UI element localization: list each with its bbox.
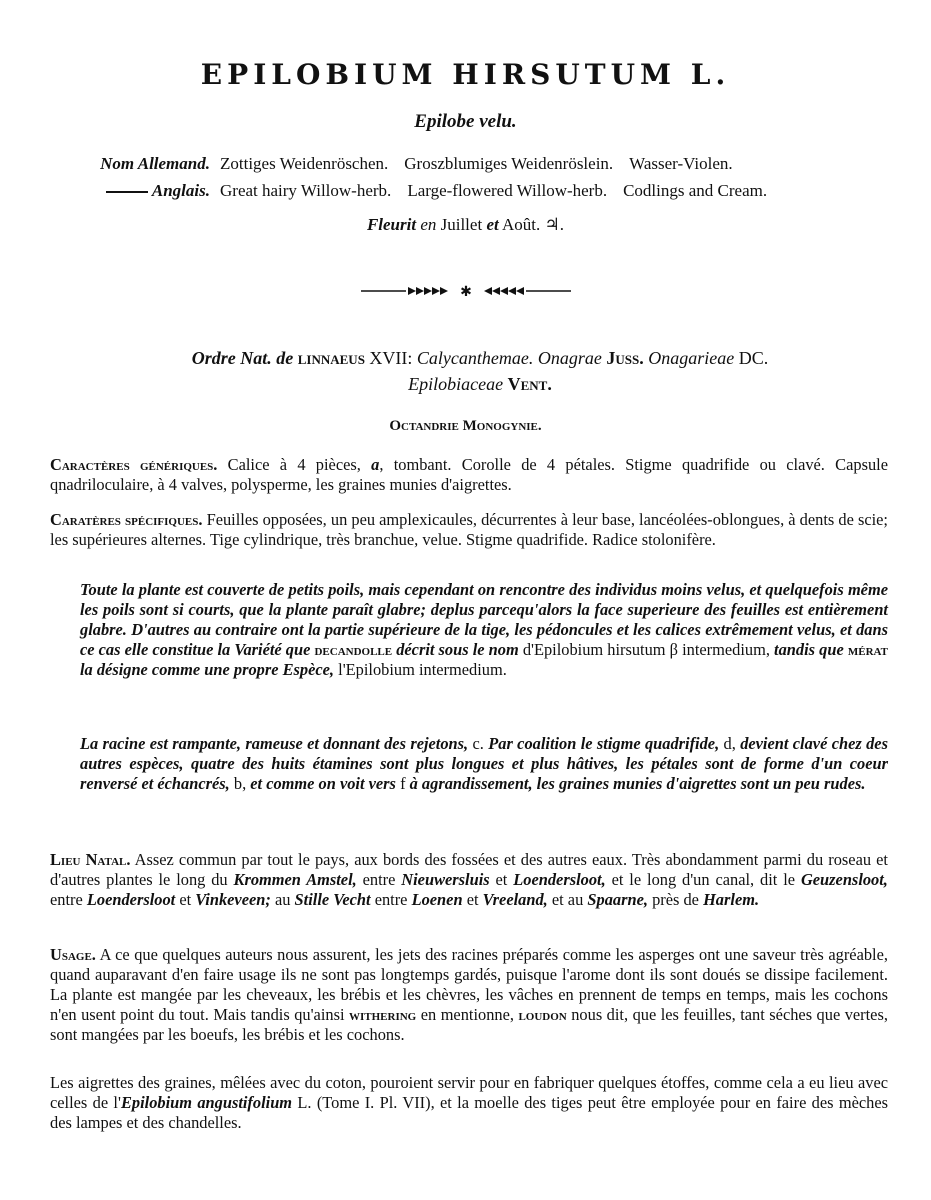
german-label: Nom Allemand.	[100, 154, 210, 173]
note1-text-3: tandis que	[774, 640, 844, 659]
german-name: Wasser-Violen.	[629, 154, 733, 173]
ditto-dash	[106, 191, 148, 193]
final-note	[50, 1073, 888, 1133]
note-root	[80, 734, 888, 794]
flowering-prefix: Fleurit	[366, 215, 417, 234]
place-name: Vreeland,	[482, 890, 548, 909]
usage-text-3: nous dit, que les feuilles, tant séches que vertes, sont mangées par les boeufs, les brébis et les cochons.	[50, 1005, 888, 1044]
usage-text-2: en mentionne,	[420, 1005, 514, 1024]
english-name: Large-flowered Willow-herb.	[407, 181, 608, 200]
habitat-text: et	[466, 890, 479, 909]
habitat-text: au	[274, 890, 291, 909]
german-name: Groszblumiges Weidenröslein.	[404, 154, 614, 173]
place-name: Loenen	[411, 890, 463, 909]
svg-text:✱: ✱	[459, 284, 472, 298]
place-name: Loendersloot,	[513, 870, 606, 889]
figure-ref-d: d,	[723, 734, 736, 753]
place-name: Harlem.	[703, 890, 760, 909]
decorative-rule-icon	[0, 284, 931, 303]
note1-text-4: la désigne comme une propre Espèce,	[80, 660, 335, 679]
final-text: Les aigrettes des graines, mêlées avec du coton, pouroient servir pour en fabriquer quelques étoffes, comme cela a eu lieu avec celles de l'	[50, 1073, 888, 1112]
linnaean-classification: Octandrie Monogynie.	[389, 418, 542, 434]
flowering-period	[0, 215, 931, 235]
jussieu: Juss.	[606, 348, 644, 368]
note2-text: La racine est rampante, rameuse et donnant des rejetons,	[80, 734, 469, 753]
place-name: Geuzensloot,	[800, 870, 888, 889]
generic-text: Calice à 4 pièces,	[227, 455, 361, 474]
calycanthemae: Calycanthemae.	[416, 348, 534, 368]
perennial-symbol: ♃.	[544, 215, 565, 234]
note1-species-2: l'Epilobium intermedium.	[338, 660, 507, 679]
linnaeus-class: XVII:	[369, 348, 413, 368]
final-text-2: L. (Tome I. Pl. VII), et la moelle des tiges peut être employée pour en faire des mèches des lampes et des chandelles.	[50, 1093, 888, 1132]
habitat-text: et le long d'un canal, dit le	[611, 870, 796, 889]
english-name: Codlings and Cream.	[623, 181, 768, 200]
decandolle-abbrev: DC.	[738, 348, 769, 368]
english-label: Anglais.	[151, 181, 210, 200]
generic-heading: Caractères génériques.	[50, 455, 218, 474]
place-name: Vinkeveen;	[195, 890, 271, 909]
specific-characters	[50, 510, 888, 550]
habitat-text: Assez commun par tout le pays, aux bords des fossées et des autres eaux. Très abondamment parmi du roseau et d'autres plantes le long du	[50, 850, 888, 889]
natural-order	[100, 345, 860, 397]
habitat-text: entre	[362, 870, 396, 889]
order-de: de	[276, 348, 294, 368]
place-name: Spaarne,	[587, 890, 648, 909]
figure-ref-a: a	[371, 455, 380, 474]
german-name: Zottiges Weidenröschen.	[220, 154, 389, 173]
note1-text: Toute la plante est couverte de petits poils, mais cependant on rencontre des individus moins velus, et quelquefois même les poils sont si courts, que la plante paraît glabre; deplus parcequ'alors la face superieure des feuilles est entièrement glabre. D'autres au contraire ont la partie supérieure de la tige, les pédoncules et les calices extrêmement velus, et dans ce cas elle constitue la Variété que	[80, 580, 888, 659]
order-label: Ordre Nat.	[191, 348, 272, 368]
usage	[50, 945, 888, 1045]
note-variability	[80, 580, 888, 680]
usage-text: A ce que quelques auteurs nous assurent, les jets des racines préparés comme les asperges ont une saveur très agréable, quand auparavant d'en faire usage ils ne sont pas longtemps gardés, puisque l'arome dont ils sont doués se dissipe facilement. La plante est mangée par les cheveaux, les brébis et les chèvres, les vâches en prennent de temps en temps, mais les cochons n'en usent point du tout. Mais tandis qu'ainsi	[50, 945, 888, 1024]
note1-text-2: décrit sous le nom	[396, 640, 519, 659]
flowering-et: et	[486, 215, 499, 234]
habitat-text: et	[179, 890, 192, 909]
page-title: EPILOBIUM HIRSUTUM L.	[200, 58, 731, 91]
ventenat: Vent.	[507, 374, 552, 394]
place-name: Loendersloot	[86, 890, 176, 909]
english-name: Great hairy Willow-herb.	[220, 181, 392, 200]
habitat-text: et	[495, 870, 508, 889]
generic-characters	[50, 455, 888, 495]
page-subtitle: Epilobe velu.	[414, 111, 517, 132]
order-line-1	[100, 345, 860, 371]
onagarieae: Onagarieae	[648, 348, 735, 368]
generic-text-2: , tombant. Corolle de 4 pétales. Stigme quadrifide ou clavé. Capsule qnadriloculaire, à 4 valves, polysperme, les graines munies d'aigrettes.	[50, 455, 888, 494]
place-name: Nieuwersluis	[401, 870, 490, 889]
place-name: Krommen Amstel,	[233, 870, 357, 889]
english-label-wrap	[70, 177, 220, 204]
habitat	[50, 850, 888, 910]
habitat-text: près de	[652, 890, 699, 909]
english-names-row	[70, 177, 783, 204]
note2-text-4: et comme on voit vers	[250, 774, 396, 793]
order-line-2	[100, 371, 860, 397]
species-name: Epilobium angustifolium	[120, 1093, 293, 1112]
figure-ref-f: f	[400, 774, 406, 793]
flowering-month-2: Août.	[502, 215, 541, 234]
habitat-heading: Lieu Natal.	[50, 850, 131, 869]
merat-name: mérat	[847, 640, 888, 659]
figure-ref-c: c.	[472, 734, 484, 753]
epilobiaceae: Epilobiaceae	[408, 374, 504, 394]
vernacular-names	[70, 150, 783, 204]
habitat-text: entre	[50, 890, 83, 909]
habitat-text: entre	[374, 890, 408, 909]
onagrae: Onagrae	[537, 348, 602, 368]
decandolle-name: decandolle	[314, 640, 393, 659]
specific-text: Feuilles opposées, un peu amplexicaules, décurrentes à leur base, lancéolées-oblongues, à dents de scie; les supérieures alternes. Tige cylindrique, très branchue, velue. Stigme quadrifide. Radice stolonifère.	[50, 510, 888, 549]
withering-name: withering	[349, 1005, 417, 1024]
german-names-row	[70, 150, 783, 177]
usage-heading: Usage.	[50, 945, 96, 964]
loudon-name: loudon	[518, 1005, 567, 1024]
note2-text-2: Par coalition le stigme quadrifide,	[488, 734, 720, 753]
specific-heading: Caratères spécifiques.	[50, 510, 203, 529]
flowering-en: en	[420, 215, 437, 234]
note1-species: d'Epilobium hirsutum β intermedium,	[522, 640, 770, 659]
flowering-month: Juillet	[440, 215, 483, 234]
linnaeus-name: linnaeus	[297, 348, 365, 368]
place-name: Stille Vecht	[294, 890, 371, 909]
figure-ref-b: b,	[233, 774, 247, 793]
note2-text-5: à agrandissement, les graines munies d'aigrettes sont un peu rudes.	[409, 774, 866, 793]
habitat-text: et au	[551, 890, 584, 909]
note2-text-3: devient clavé chez des autres espèces, quatre des huits étamines sont plus longues et plus hâtives, les pétales sont de forme d'un coeur renversé et échancrés,	[80, 734, 888, 793]
